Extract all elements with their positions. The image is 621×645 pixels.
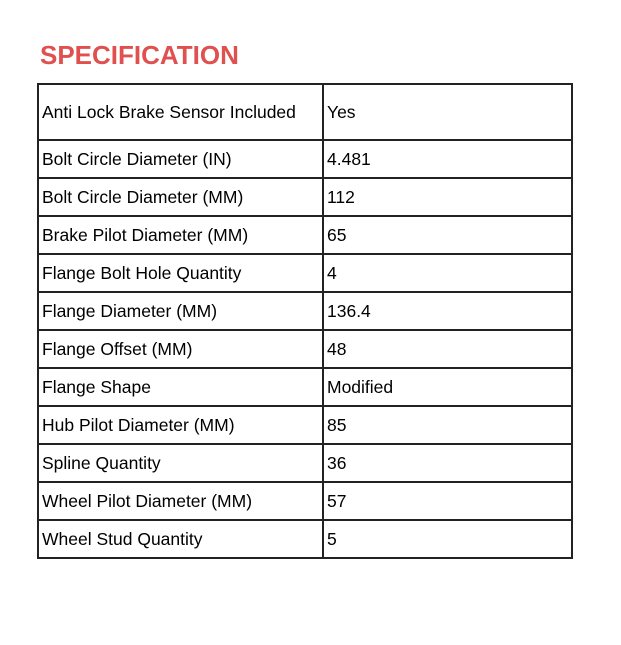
spec-value: 136.4 [323, 292, 572, 330]
spec-label: Spline Quantity [38, 444, 323, 482]
spec-label: Wheel Stud Quantity [38, 520, 323, 558]
spec-label: Hub Pilot Diameter (MM) [38, 406, 323, 444]
spec-value: 5 [323, 520, 572, 558]
specification-table [37, 83, 573, 559]
spec-value: 4 [323, 254, 572, 292]
spec-value: 48 [323, 330, 572, 368]
spec-value: 57 [323, 482, 572, 520]
spec-value: 112 [323, 178, 572, 216]
table-row [38, 330, 572, 368]
table-row [38, 84, 572, 140]
table-row [38, 520, 572, 558]
spec-value: 36 [323, 444, 572, 482]
spec-label: Flange Diameter (MM) [38, 292, 323, 330]
table-row [38, 140, 572, 178]
table-row [38, 406, 572, 444]
table-row [38, 216, 572, 254]
table-row [38, 444, 572, 482]
table-row [38, 254, 572, 292]
spec-label: Bolt Circle Diameter (IN) [38, 140, 323, 178]
spec-label: Flange Shape [38, 368, 323, 406]
spec-value: 4.481 [323, 140, 572, 178]
spec-label: Flange Offset (MM) [38, 330, 323, 368]
spec-label: Wheel Pilot Diameter (MM) [38, 482, 323, 520]
spec-value: Modified [323, 368, 572, 406]
table-row [38, 482, 572, 520]
spec-label: Anti Lock Brake Sensor Included [38, 84, 323, 140]
table-row [38, 292, 572, 330]
spec-value: 65 [323, 216, 572, 254]
page-title: SPECIFICATION [40, 40, 239, 70]
spec-label: Flange Bolt Hole Quantity [38, 254, 323, 292]
spec-label: Brake Pilot Diameter (MM) [38, 216, 323, 254]
spec-value: 85 [323, 406, 572, 444]
table-row [38, 178, 572, 216]
table-row [38, 368, 572, 406]
spec-value: Yes [323, 84, 572, 140]
spec-label: Bolt Circle Diameter (MM) [38, 178, 323, 216]
